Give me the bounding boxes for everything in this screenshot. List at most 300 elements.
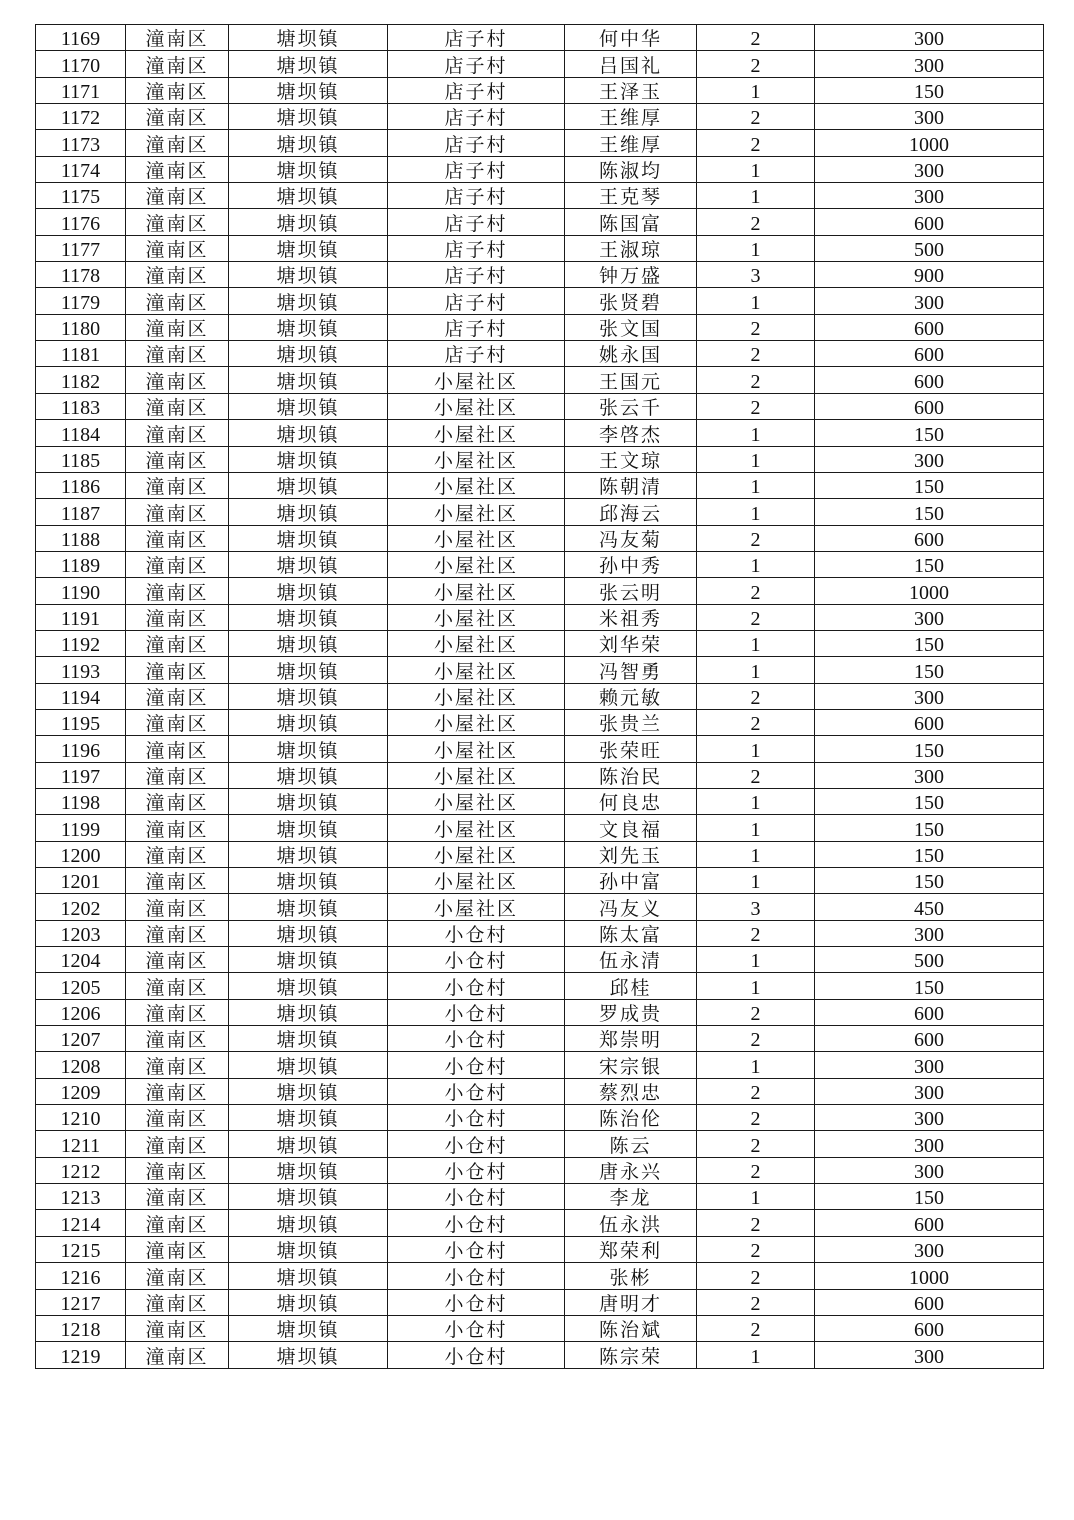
- village-cell: 小屋社区: [388, 868, 565, 894]
- name-cell: 冯智勇: [565, 657, 697, 683]
- amount-cell: 600: [815, 525, 1044, 551]
- row-number-cell: 1213: [36, 1184, 126, 1210]
- table-row: [36, 209, 1044, 235]
- village-cell: 小屋社区: [388, 841, 565, 867]
- amount-cell: 600: [815, 341, 1044, 367]
- district-cell: 潼南区: [126, 341, 229, 367]
- village-cell: 小仓村: [388, 1157, 565, 1183]
- village-cell: 小屋社区: [388, 630, 565, 656]
- village-cell: 小仓村: [388, 1342, 565, 1368]
- town-cell: 塘坝镇: [229, 1157, 388, 1183]
- household-count-cell: 2: [697, 104, 815, 130]
- name-cell: 何良忠: [565, 788, 697, 814]
- town-cell: 塘坝镇: [229, 604, 388, 630]
- village-cell: 小屋社区: [388, 472, 565, 498]
- name-cell: 蔡烈忠: [565, 1078, 697, 1104]
- village-cell: 小仓村: [388, 1236, 565, 1262]
- district-cell: 潼南区: [126, 1210, 229, 1236]
- amount-cell: 150: [815, 630, 1044, 656]
- town-cell: 塘坝镇: [229, 999, 388, 1025]
- amount-cell: 600: [815, 314, 1044, 340]
- household-count-cell: 2: [697, 525, 815, 551]
- district-cell: 潼南区: [126, 314, 229, 340]
- row-number-cell: 1191: [36, 604, 126, 630]
- table-row: [36, 314, 1044, 340]
- name-cell: 郑荣利: [565, 1236, 697, 1262]
- district-cell: 潼南区: [126, 1026, 229, 1052]
- table-row: [36, 1263, 1044, 1289]
- village-cell: 小屋社区: [388, 736, 565, 762]
- household-count-cell: 1: [697, 183, 815, 209]
- row-number-cell: 1180: [36, 314, 126, 340]
- row-number-cell: 1186: [36, 472, 126, 498]
- name-cell: 王淑琼: [565, 235, 697, 261]
- name-cell: 何中华: [565, 25, 697, 51]
- row-number-cell: 1196: [36, 736, 126, 762]
- district-cell: 潼南区: [126, 973, 229, 999]
- town-cell: 塘坝镇: [229, 762, 388, 788]
- household-count-cell: 2: [697, 1289, 815, 1315]
- amount-cell: 1000: [815, 130, 1044, 156]
- town-cell: 塘坝镇: [229, 788, 388, 814]
- row-number-cell: 1211: [36, 1131, 126, 1157]
- village-cell: 小仓村: [388, 999, 565, 1025]
- amount-cell: 150: [815, 499, 1044, 525]
- name-cell: 米祖秀: [565, 604, 697, 630]
- town-cell: 塘坝镇: [229, 156, 388, 182]
- row-number-cell: 1198: [36, 788, 126, 814]
- row-number-cell: 1200: [36, 841, 126, 867]
- amount-cell: 300: [815, 1236, 1044, 1262]
- amount-cell: 150: [815, 657, 1044, 683]
- village-cell: 小屋社区: [388, 420, 565, 446]
- table-row: [36, 499, 1044, 525]
- village-cell: 小屋社区: [388, 446, 565, 472]
- name-cell: 文良福: [565, 815, 697, 841]
- name-cell: 唐永兴: [565, 1157, 697, 1183]
- amount-cell: 300: [815, 104, 1044, 130]
- name-cell: 张彬: [565, 1263, 697, 1289]
- village-cell: 店子村: [388, 262, 565, 288]
- row-number-cell: 1214: [36, 1210, 126, 1236]
- town-cell: 塘坝镇: [229, 1078, 388, 1104]
- household-count-cell: 2: [697, 393, 815, 419]
- town-cell: 塘坝镇: [229, 472, 388, 498]
- table-row: [36, 1210, 1044, 1236]
- town-cell: 塘坝镇: [229, 578, 388, 604]
- table-row: [36, 262, 1044, 288]
- town-cell: 塘坝镇: [229, 1026, 388, 1052]
- town-cell: 塘坝镇: [229, 657, 388, 683]
- name-cell: 陈宗荣: [565, 1342, 697, 1368]
- household-count-cell: 2: [697, 578, 815, 604]
- row-number-cell: 1218: [36, 1315, 126, 1341]
- row-number-cell: 1209: [36, 1078, 126, 1104]
- village-cell: 店子村: [388, 314, 565, 340]
- table-row: [36, 1131, 1044, 1157]
- table-row: [36, 1236, 1044, 1262]
- table-row: [36, 393, 1044, 419]
- district-cell: 潼南区: [126, 920, 229, 946]
- table-row: [36, 1078, 1044, 1104]
- town-cell: 塘坝镇: [229, 973, 388, 999]
- village-cell: 小屋社区: [388, 815, 565, 841]
- district-cell: 潼南区: [126, 472, 229, 498]
- district-cell: 潼南区: [126, 841, 229, 867]
- district-cell: 潼南区: [126, 420, 229, 446]
- name-cell: 张荣旺: [565, 736, 697, 762]
- district-cell: 潼南区: [126, 999, 229, 1025]
- town-cell: 塘坝镇: [229, 446, 388, 472]
- village-cell: 小仓村: [388, 1289, 565, 1315]
- amount-cell: 150: [815, 420, 1044, 446]
- district-cell: 潼南区: [126, 104, 229, 130]
- household-count-cell: 1: [697, 499, 815, 525]
- household-count-cell: 2: [697, 1131, 815, 1157]
- village-cell: 店子村: [388, 341, 565, 367]
- district-cell: 潼南区: [126, 183, 229, 209]
- table-row: [36, 578, 1044, 604]
- name-cell: 陈朝清: [565, 472, 697, 498]
- document-page: [35, 24, 1043, 1369]
- amount-cell: 900: [815, 262, 1044, 288]
- town-cell: 塘坝镇: [229, 841, 388, 867]
- row-number-cell: 1203: [36, 920, 126, 946]
- row-number-cell: 1193: [36, 657, 126, 683]
- amount-cell: 300: [815, 1342, 1044, 1368]
- table-row: [36, 894, 1044, 920]
- row-number-cell: 1185: [36, 446, 126, 472]
- household-count-cell: 1: [697, 657, 815, 683]
- table-row: [36, 1157, 1044, 1183]
- village-cell: 店子村: [388, 235, 565, 261]
- district-cell: 潼南区: [126, 1078, 229, 1104]
- town-cell: 塘坝镇: [229, 235, 388, 261]
- household-count-cell: 2: [697, 341, 815, 367]
- household-count-cell: 1: [697, 235, 815, 261]
- name-cell: 孙中富: [565, 868, 697, 894]
- amount-cell: 150: [815, 788, 1044, 814]
- table-row: [36, 683, 1044, 709]
- district-cell: 潼南区: [126, 551, 229, 577]
- village-cell: 店子村: [388, 51, 565, 77]
- village-cell: 店子村: [388, 25, 565, 51]
- amount-cell: 300: [815, 920, 1044, 946]
- household-count-cell: 1: [697, 446, 815, 472]
- town-cell: 塘坝镇: [229, 104, 388, 130]
- town-cell: 塘坝镇: [229, 1105, 388, 1131]
- amount-cell: 600: [815, 1026, 1044, 1052]
- amount-cell: 500: [815, 235, 1044, 261]
- row-number-cell: 1181: [36, 341, 126, 367]
- household-count-cell: 1: [697, 288, 815, 314]
- name-cell: 陈淑均: [565, 156, 697, 182]
- name-cell: 郑崇明: [565, 1026, 697, 1052]
- amount-cell: 600: [815, 367, 1044, 393]
- table-row: [36, 551, 1044, 577]
- row-number-cell: 1202: [36, 894, 126, 920]
- district-cell: 潼南区: [126, 1052, 229, 1078]
- town-cell: 塘坝镇: [229, 551, 388, 577]
- row-number-cell: 1179: [36, 288, 126, 314]
- household-count-cell: 1: [697, 841, 815, 867]
- name-cell: 王国元: [565, 367, 697, 393]
- row-number-cell: 1199: [36, 815, 126, 841]
- amount-cell: 300: [815, 604, 1044, 630]
- table-row: [36, 973, 1044, 999]
- district-cell: 潼南区: [126, 235, 229, 261]
- household-count-cell: 2: [697, 1105, 815, 1131]
- name-cell: 孙中秀: [565, 551, 697, 577]
- household-count-cell: 2: [697, 1315, 815, 1341]
- row-number-cell: 1176: [36, 209, 126, 235]
- amount-cell: 150: [815, 1184, 1044, 1210]
- village-cell: 小屋社区: [388, 578, 565, 604]
- name-cell: 张云千: [565, 393, 697, 419]
- table-row: [36, 868, 1044, 894]
- village-cell: 店子村: [388, 209, 565, 235]
- row-number-cell: 1187: [36, 499, 126, 525]
- table-row: [36, 104, 1044, 130]
- household-count-cell: 3: [697, 894, 815, 920]
- district-cell: 潼南区: [126, 1105, 229, 1131]
- amount-cell: 150: [815, 815, 1044, 841]
- household-count-cell: 1: [697, 472, 815, 498]
- name-cell: 刘先玉: [565, 841, 697, 867]
- name-cell: 张贵兰: [565, 709, 697, 735]
- town-cell: 塘坝镇: [229, 51, 388, 77]
- household-count-cell: 1: [697, 788, 815, 814]
- name-cell: 张贤碧: [565, 288, 697, 314]
- household-count-cell: 2: [697, 709, 815, 735]
- district-cell: 潼南区: [126, 156, 229, 182]
- town-cell: 塘坝镇: [229, 1210, 388, 1236]
- town-cell: 塘坝镇: [229, 1315, 388, 1341]
- table-row: [36, 51, 1044, 77]
- district-cell: 潼南区: [126, 657, 229, 683]
- district-cell: 潼南区: [126, 578, 229, 604]
- household-count-cell: 3: [697, 262, 815, 288]
- amount-cell: 150: [815, 77, 1044, 103]
- village-cell: 小仓村: [388, 1315, 565, 1341]
- table-row: [36, 709, 1044, 735]
- village-cell: 小屋社区: [388, 894, 565, 920]
- amount-cell: 1000: [815, 1263, 1044, 1289]
- household-count-cell: 2: [697, 762, 815, 788]
- village-cell: 小仓村: [388, 1105, 565, 1131]
- amount-cell: 600: [815, 1210, 1044, 1236]
- amount-cell: 300: [815, 683, 1044, 709]
- row-number-cell: 1208: [36, 1052, 126, 1078]
- table-row: [36, 788, 1044, 814]
- district-cell: 潼南区: [126, 367, 229, 393]
- household-count-cell: 2: [697, 209, 815, 235]
- name-cell: 陈云: [565, 1131, 697, 1157]
- row-number-cell: 1194: [36, 683, 126, 709]
- village-cell: 小仓村: [388, 1210, 565, 1236]
- table-row: [36, 1026, 1044, 1052]
- row-number-cell: 1204: [36, 947, 126, 973]
- table-row: [36, 657, 1044, 683]
- district-cell: 潼南区: [126, 1157, 229, 1183]
- amount-cell: 600: [815, 709, 1044, 735]
- district-cell: 潼南区: [126, 630, 229, 656]
- town-cell: 塘坝镇: [229, 525, 388, 551]
- household-count-cell: 1: [697, 736, 815, 762]
- amount-cell: 300: [815, 762, 1044, 788]
- table-row: [36, 25, 1044, 51]
- table-row: [36, 156, 1044, 182]
- town-cell: 塘坝镇: [229, 736, 388, 762]
- town-cell: 塘坝镇: [229, 1131, 388, 1157]
- town-cell: 塘坝镇: [229, 868, 388, 894]
- row-number-cell: 1216: [36, 1263, 126, 1289]
- table-row: [36, 420, 1044, 446]
- town-cell: 塘坝镇: [229, 1342, 388, 1368]
- row-number-cell: 1215: [36, 1236, 126, 1262]
- district-cell: 潼南区: [126, 1184, 229, 1210]
- household-count-cell: 1: [697, 630, 815, 656]
- household-count-cell: 1: [697, 420, 815, 446]
- row-number-cell: 1197: [36, 762, 126, 788]
- household-count-cell: 1: [697, 868, 815, 894]
- name-cell: 伍永洪: [565, 1210, 697, 1236]
- village-cell: 小仓村: [388, 947, 565, 973]
- table-row: [36, 77, 1044, 103]
- row-number-cell: 1207: [36, 1026, 126, 1052]
- household-count-cell: 2: [697, 367, 815, 393]
- village-cell: 小屋社区: [388, 604, 565, 630]
- name-cell: 罗成贵: [565, 999, 697, 1025]
- amount-cell: 150: [815, 472, 1044, 498]
- village-cell: 店子村: [388, 288, 565, 314]
- name-cell: 唐明才: [565, 1289, 697, 1315]
- row-number-cell: 1178: [36, 262, 126, 288]
- row-number-cell: 1188: [36, 525, 126, 551]
- table-row: [36, 341, 1044, 367]
- district-cell: 潼南区: [126, 709, 229, 735]
- roster-table: [35, 24, 1044, 1369]
- town-cell: 塘坝镇: [229, 183, 388, 209]
- name-cell: 刘华荣: [565, 630, 697, 656]
- district-cell: 潼南区: [126, 209, 229, 235]
- amount-cell: 150: [815, 868, 1044, 894]
- village-cell: 小仓村: [388, 1184, 565, 1210]
- household-count-cell: 1: [697, 947, 815, 973]
- table-row: [36, 472, 1044, 498]
- amount-cell: 600: [815, 1289, 1044, 1315]
- row-number-cell: 1169: [36, 25, 126, 51]
- amount-cell: 600: [815, 999, 1044, 1025]
- table-row: [36, 1342, 1044, 1368]
- village-cell: 店子村: [388, 130, 565, 156]
- name-cell: 邱海云: [565, 499, 697, 525]
- district-cell: 潼南区: [126, 130, 229, 156]
- table-row: [36, 736, 1044, 762]
- name-cell: 宋宗银: [565, 1052, 697, 1078]
- household-count-cell: 2: [697, 1263, 815, 1289]
- row-number-cell: 1195: [36, 709, 126, 735]
- village-cell: 店子村: [388, 77, 565, 103]
- town-cell: 塘坝镇: [229, 341, 388, 367]
- household-count-cell: 2: [697, 604, 815, 630]
- village-cell: 小屋社区: [388, 499, 565, 525]
- town-cell: 塘坝镇: [229, 1184, 388, 1210]
- name-cell: 陈国富: [565, 209, 697, 235]
- district-cell: 潼南区: [126, 1236, 229, 1262]
- village-cell: 小屋社区: [388, 788, 565, 814]
- village-cell: 小仓村: [388, 1263, 565, 1289]
- village-cell: 小仓村: [388, 1131, 565, 1157]
- table-row: [36, 235, 1044, 261]
- district-cell: 潼南区: [126, 736, 229, 762]
- household-count-cell: 1: [697, 815, 815, 841]
- town-cell: 塘坝镇: [229, 920, 388, 946]
- table-row: [36, 183, 1044, 209]
- name-cell: 王维厚: [565, 130, 697, 156]
- district-cell: 潼南区: [126, 393, 229, 419]
- table-row: [36, 604, 1044, 630]
- row-number-cell: 1205: [36, 973, 126, 999]
- village-cell: 小仓村: [388, 1078, 565, 1104]
- town-cell: 塘坝镇: [229, 77, 388, 103]
- amount-cell: 600: [815, 209, 1044, 235]
- district-cell: 潼南区: [126, 1263, 229, 1289]
- household-count-cell: 2: [697, 1236, 815, 1262]
- village-cell: 小屋社区: [388, 709, 565, 735]
- row-number-cell: 1206: [36, 999, 126, 1025]
- row-number-cell: 1192: [36, 630, 126, 656]
- household-count-cell: 2: [697, 51, 815, 77]
- row-number-cell: 1175: [36, 183, 126, 209]
- town-cell: 塘坝镇: [229, 499, 388, 525]
- name-cell: 张云明: [565, 578, 697, 604]
- table-row: [36, 841, 1044, 867]
- amount-cell: 300: [815, 25, 1044, 51]
- table-row: [36, 815, 1044, 841]
- village-cell: 小屋社区: [388, 657, 565, 683]
- town-cell: 塘坝镇: [229, 894, 388, 920]
- household-count-cell: 2: [697, 1026, 815, 1052]
- town-cell: 塘坝镇: [229, 420, 388, 446]
- table-row: [36, 367, 1044, 393]
- town-cell: 塘坝镇: [229, 709, 388, 735]
- town-cell: 塘坝镇: [229, 314, 388, 340]
- amount-cell: 150: [815, 551, 1044, 577]
- town-cell: 塘坝镇: [229, 630, 388, 656]
- table-row: [36, 525, 1044, 551]
- town-cell: 塘坝镇: [229, 1052, 388, 1078]
- district-cell: 潼南区: [126, 51, 229, 77]
- town-cell: 塘坝镇: [229, 262, 388, 288]
- amount-cell: 300: [815, 1078, 1044, 1104]
- town-cell: 塘坝镇: [229, 367, 388, 393]
- district-cell: 潼南区: [126, 894, 229, 920]
- town-cell: 塘坝镇: [229, 947, 388, 973]
- name-cell: 伍永清: [565, 947, 697, 973]
- household-count-cell: 1: [697, 156, 815, 182]
- district-cell: 潼南区: [126, 1289, 229, 1315]
- household-count-cell: 2: [697, 1078, 815, 1104]
- name-cell: 姚永国: [565, 341, 697, 367]
- amount-cell: 300: [815, 183, 1044, 209]
- district-cell: 潼南区: [126, 499, 229, 525]
- name-cell: 王维厚: [565, 104, 697, 130]
- name-cell: 李啓杰: [565, 420, 697, 446]
- amount-cell: 300: [815, 288, 1044, 314]
- table-row: [36, 1184, 1044, 1210]
- household-count-cell: 1: [697, 1342, 815, 1368]
